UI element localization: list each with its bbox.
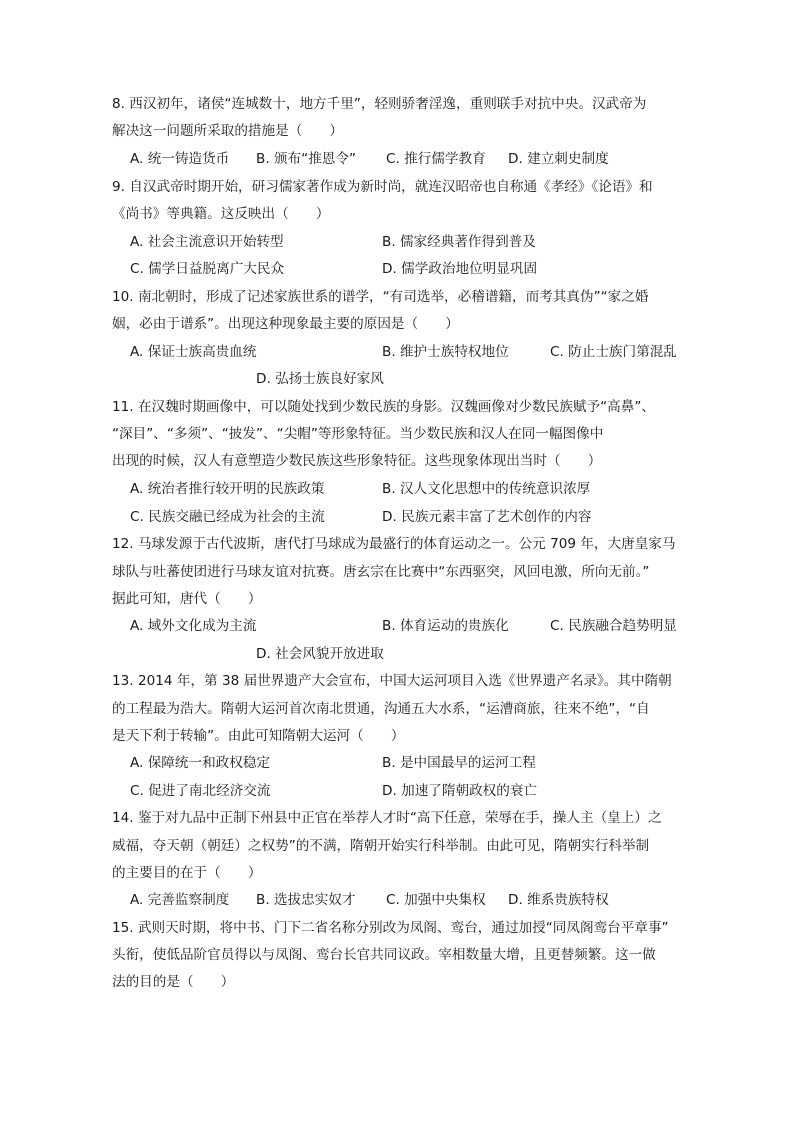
- question-14-stem-line-3: 的主要目的在于（ ）: [112, 865, 262, 881]
- question-10-stem-line-2: 姻，必由于谱系”。出现这种现象最主要的原因是（ ）: [112, 316, 459, 332]
- question-13-stem-line-1: 13. 2014 年，第 38 届世界遗产大会宣布，中国大运河项目入选《世界遗产名录》。其中隋朝: [112, 673, 672, 689]
- question-8-option-d[interactable]: D. 建立刺史制度: [508, 151, 609, 167]
- question-15-stem-line-3: 法的目的是（ ）: [112, 974, 235, 990]
- question-10-option-d[interactable]: D. 弘扬士族良好家风: [256, 371, 384, 387]
- question-13-option-c[interactable]: C. 促进了南北经济交流: [130, 783, 271, 799]
- question-15-stem-line-2: 头衔，使低品阶官员得以与凤阁、鸾台长官共同议政。宰相数量大增，且更替频繁。这一做: [112, 947, 656, 963]
- question-13-option-d[interactable]: D. 加速了隋朝政权的衰亡: [382, 783, 538, 799]
- question-12-stem-line-2: 球队与吐蕃使团进行马球友谊对抗赛。唐玄宗在比赛中“东西驱突，风回电激，所向无前。”: [112, 564, 650, 580]
- question-13-stem-line-2: 的工程最为浩大。隋朝大运河首次南北贯通，沟通五大水系，“运漕商旅，往来不绝”，“自: [112, 701, 650, 717]
- question-8-option-a[interactable]: A. 统一铸造货币: [130, 151, 230, 167]
- question-10-option-b[interactable]: B. 维护士族特权地位: [382, 344, 509, 360]
- question-11-stem-line-1: 11. 在汉魏时期画像中，可以随处找到少数民族的身影。汉魏画像对少数民族赋予“高鼻”、: [112, 399, 655, 415]
- question-11-option-a[interactable]: A. 统治者推行较开明的民族政策: [130, 481, 325, 497]
- question-10-option-c[interactable]: C. 防止士族门第混乱: [550, 344, 677, 360]
- question-11-option-b[interactable]: B. 汉人文化思想中的传统意识浓厚: [382, 481, 591, 497]
- question-9-option-b[interactable]: B. 儒家经典著作得到普及: [382, 234, 536, 250]
- question-8-stem-line-2: 解决这一问题所采取的措施是（ ）: [112, 123, 344, 139]
- question-9-option-c[interactable]: C. 儒学日益脱离广大民众: [130, 261, 285, 277]
- question-9-option-a[interactable]: A. 社会主流意识开始转型: [130, 234, 284, 250]
- question-8-stem-line-1: 8. 西汉初年，诸侯“连城数十，地方千里”，轻则骄奢淫逸，重则联手对抗中央。汉武帝为: [112, 96, 647, 112]
- question-9-stem-line-1: 9. 自汉武帝时期开始，研习儒家著作成为新时尚，就连汉昭帝也自称通《孝经》《论语》和: [112, 179, 653, 195]
- question-11-stem-line-2: “深目”、“多须”、“披发”、“尖帽”等形象特征。当少数民族和汉人在同一幅图像中: [112, 426, 604, 442]
- question-12-stem-line-3: 据此可知，唐代（ ）: [112, 591, 262, 607]
- question-14-option-b[interactable]: B. 选拔忠实奴才: [256, 892, 356, 908]
- question-12-option-b[interactable]: B. 体育运动的贵族化: [382, 618, 509, 634]
- question-14-option-d[interactable]: D. 维系贵族特权: [508, 892, 609, 908]
- question-12-option-d[interactable]: D. 社会风貌开放进取: [256, 646, 384, 662]
- question-14-stem-line-1: 14. 鉴于对九品中正制下州县中正官在举荐人才时“高下任意，荣辱在手，操人主（皇上）之: [112, 810, 662, 826]
- question-8-option-b[interactable]: B. 颁布“推恩令”: [256, 151, 357, 167]
- question-11-option-c[interactable]: C. 民族交融已经成为社会的主流: [130, 509, 325, 525]
- question-12-stem-line-1: 12. 马球发源于古代波斯，唐代打马球成为最盛行的体育运动之一。公元 709 年，大唐皇家马: [112, 536, 676, 552]
- question-11-stem-line-3: 出现的时候，汉人有意塑造少数民族这些形象特征。这些现象体现出当时（ ）: [112, 453, 602, 469]
- question-8-option-c[interactable]: C. 推行儒学教育: [386, 151, 486, 167]
- question-13-stem-line-3: 是天下利于转输”。由此可知隋朝大运河（ ）: [112, 728, 405, 744]
- question-10-stem-line-1: 10. 南北朝时，形成了记述家族世系的谱学，“有司选举，必稽谱籍，而考其真伪”“家之婚: [112, 289, 649, 305]
- question-14-option-c[interactable]: C. 加强中央集权: [386, 892, 486, 908]
- question-13-option-a[interactable]: A. 保障统一和政权稳定: [130, 755, 271, 771]
- question-9-option-d[interactable]: D. 儒学政治地位明显巩固: [382, 261, 538, 277]
- question-12-option-a[interactable]: A. 域外文化成为主流: [130, 618, 257, 634]
- question-12-option-c[interactable]: C. 民族融合趋势明显: [550, 618, 677, 634]
- question-14-option-a[interactable]: A. 完善监察制度: [130, 892, 230, 908]
- question-9-stem-line-2: 《尚书》等典籍。这反映出（ ）: [112, 206, 330, 222]
- question-13-option-b[interactable]: B. 是中国最早的运河工程: [382, 755, 536, 771]
- question-11-option-d[interactable]: D. 民族元素丰富了艺术创作的内容: [382, 509, 592, 525]
- question-14-stem-line-2: 威福，夺天朝（朝廷）之权势”的不满，隋朝开始实行科举制。由此可见，隋朝实行科举制: [112, 838, 650, 854]
- question-15-stem-line-1: 15. 武则天时期，将中书、门下二省名称分别改为凤阁、鸾台，通过加授“同凤阁鸾台平章事”: [112, 920, 669, 936]
- question-10-option-a[interactable]: A. 保证士族高贵血统: [130, 344, 257, 360]
